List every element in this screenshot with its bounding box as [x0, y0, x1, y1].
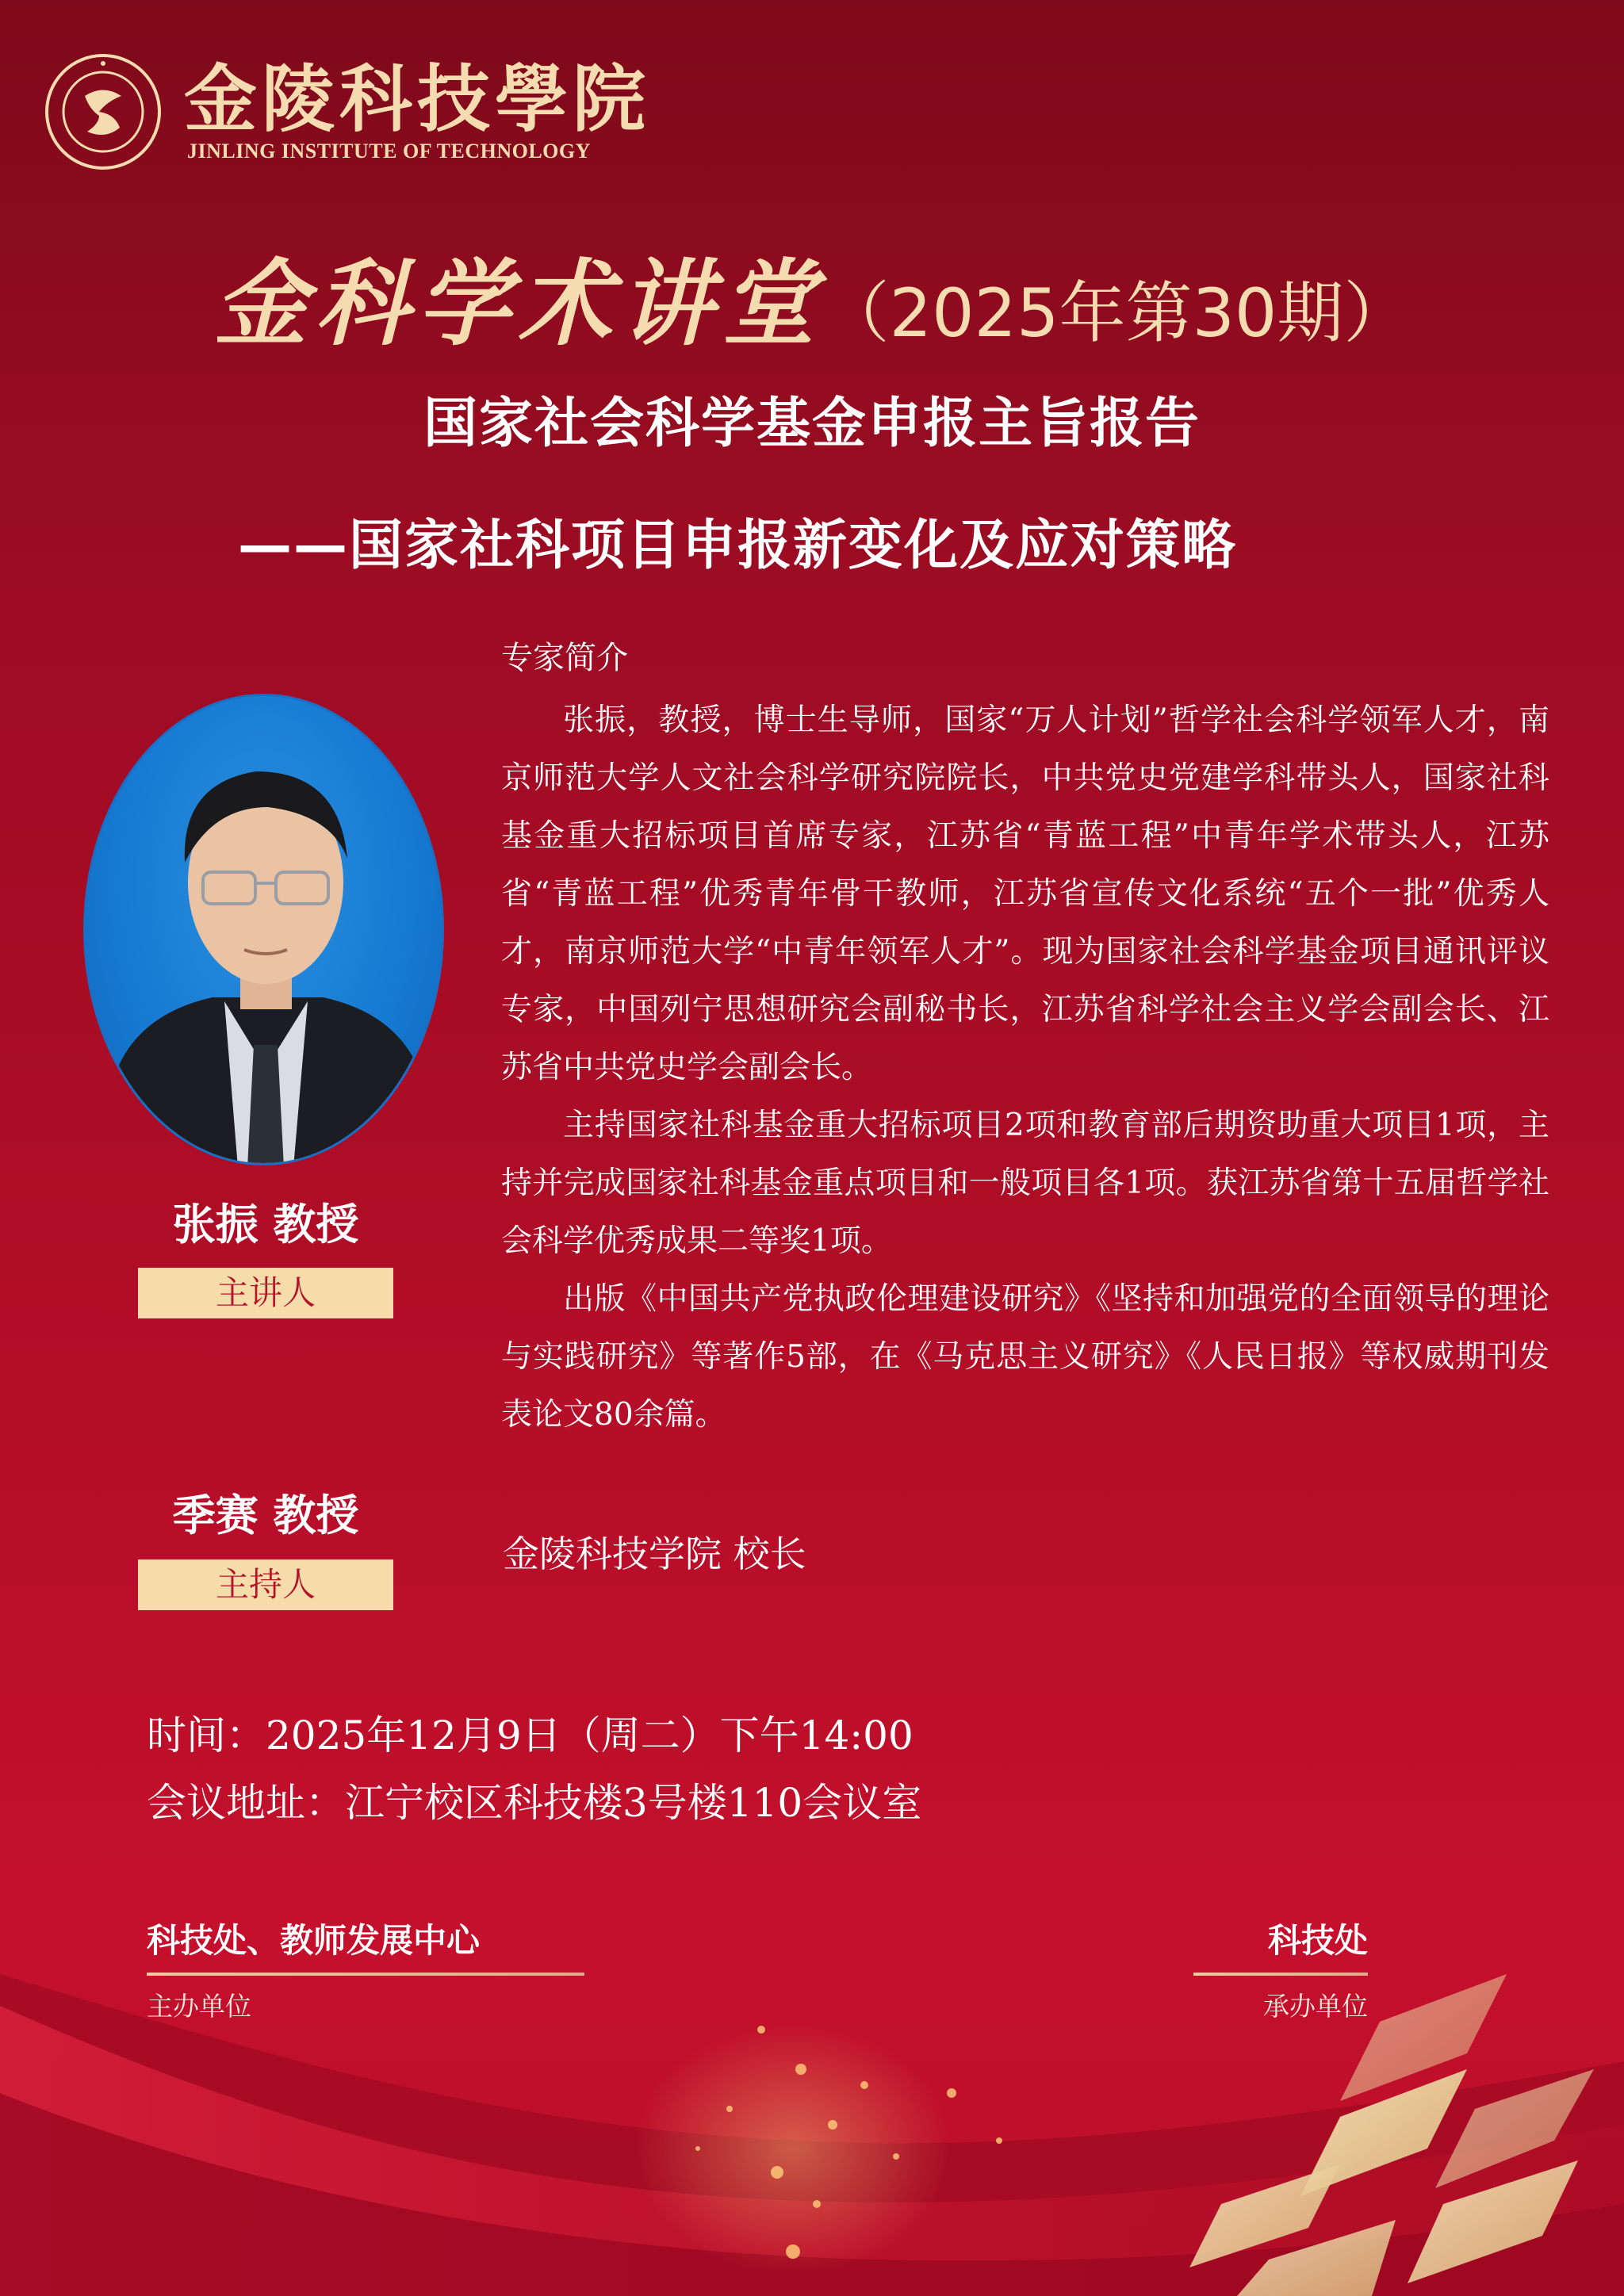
bio-heading: 专家简介 [501, 640, 628, 676]
report-title: 国家社会科学基金申报主旨报告 [423, 392, 1201, 455]
speaker-portrait [83, 694, 444, 1165]
organizer-divider [1193, 1973, 1368, 1976]
organizer-role: 承办单位 [1263, 1991, 1368, 2022]
host-title: 金陵科技学院 校长 [503, 1533, 806, 1575]
sponsor-name: 科技处、教师发展中心 [147, 1921, 481, 1960]
school-name-english: JINLING INSTITUTE OF TECHNOLOGY [187, 140, 591, 163]
series-name: 金科学术讲堂 [213, 248, 823, 358]
event-location: 会议地址：江宁校区科技楼3号楼110会议室 [147, 1780, 922, 1826]
bio-paragraph: 出版《中国共产党执政伦理建设研究》《坚持和加强党的全面领导的理论与实践研究》等著作5部，在《马克思主义研究》《人民日报》等权威期刊发表论文80余篇。 [501, 1281, 1549, 1433]
host-name: 季赛 教授 [172, 1490, 359, 1540]
bio-paragraph: 张振，教授，博士生导师，国家“万人计划”哲学社会科学领军人才，南京师范大学人文社会科学研究院院长，中共党史党建学科带头人，国家社科基金重大招标项目首席专家，江苏省“青蓝工程”中青年学术带头人，江苏省“青蓝工程”优秀青年骨干教师，江苏省宣传文化系统“五个一批”优秀人才，南京师范大学“中青年领军人才”。现为国家社会科学基金项目通讯评议专家，中国列宁思想研究会副秘书长，江苏省科学社会主义学会副会长、江苏省中共党史学会副会长。 [501, 702, 1549, 1085]
host-role-tag: 主持人 [138, 1559, 393, 1610]
lecture-series-title [0, 248, 1624, 384]
speaker-name: 张振 教授 [172, 1200, 359, 1249]
event-time: 时间：2025年12月9日（周二）下午14:00 [147, 1712, 914, 1758]
organizer-block [1193, 1919, 1368, 2025]
school-name-chinese: 金陵科技學院 [184, 56, 651, 142]
sponsor-role: 主办单位 [147, 1991, 251, 2022]
speaker-photo-icon [86, 696, 444, 1165]
expert-bio [501, 633, 1549, 1444]
school-seal-icon [44, 52, 163, 171]
speaker-role-tag: 主讲人 [138, 1268, 393, 1318]
sponsor-divider [147, 1973, 584, 1976]
series-issue: （2025年第30期） [822, 274, 1411, 352]
report-subtitle: ——国家社科项目申报新变化及应对策略 [238, 515, 1238, 577]
organizer-name: 科技处 [1267, 1921, 1368, 1960]
bio-paragraph: 主持国家社科基金重大招标项目2项和教育部后期资助重大项目1项，主持并完成国家社科基金重点项目和一般项目各1项。获江苏省第十五届哲学社会科学优秀成果二等奖1项。 [501, 1108, 1549, 1259]
sponsor-block [147, 1919, 584, 2025]
